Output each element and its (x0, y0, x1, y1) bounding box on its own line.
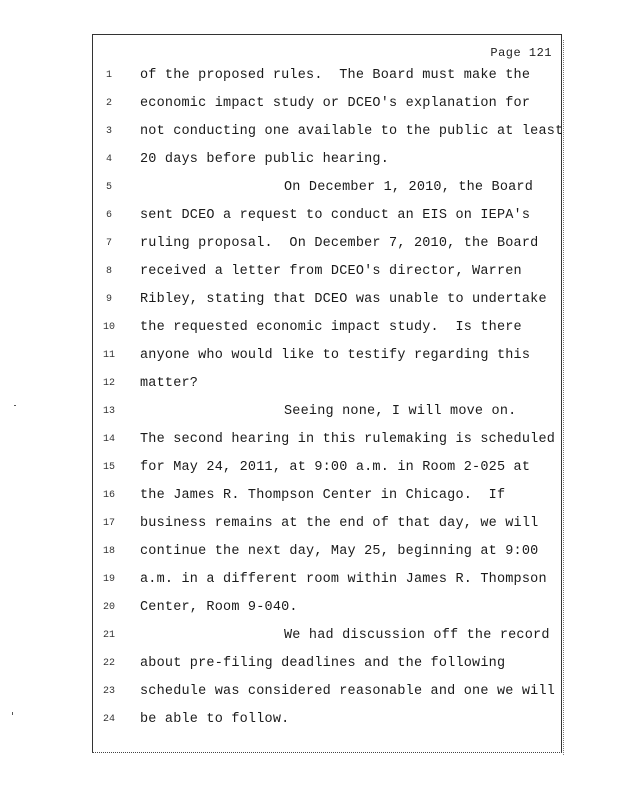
line-number: 17 (102, 518, 115, 529)
line-number: 2 (105, 98, 112, 109)
page-number: Page 121 (490, 46, 552, 60)
line-number: 20 (102, 602, 115, 613)
transcript-line-text: Ribley, stating that DCEO was unable to undertake (140, 292, 547, 307)
transcript-line-text: continue the next day, May 25, beginning at 9:00 (140, 544, 539, 559)
line-number: 24 (102, 714, 115, 725)
line-number: 9 (105, 294, 112, 305)
transcript-line-text: ruling proposal. On December 7, 2010, the Board (140, 236, 539, 251)
line-number: 10 (102, 322, 115, 333)
line-number: 11 (102, 350, 115, 361)
transcript-line-text: for May 24, 2011, at 9:00 a.m. in Room 2-025 at (140, 460, 531, 475)
transcript-line-text: the James R. Thompson Center in Chicago. If (140, 488, 506, 503)
line-number: 8 (105, 266, 112, 277)
line-number: 16 (102, 490, 115, 501)
line-number: 12 (102, 378, 115, 389)
transcript-line-text: The second hearing in this rulemaking is scheduled (140, 432, 556, 447)
transcript-line-text: of the proposed rules. The Board must make the (140, 68, 531, 83)
line-number: 22 (102, 658, 115, 669)
scan-speck (12, 712, 13, 715)
transcript-line-text: Seeing none, I will move on. (284, 404, 517, 419)
line-number: 1 (105, 70, 112, 81)
line-number: 15 (102, 462, 115, 473)
line-number: 19 (102, 574, 115, 585)
line-number: 3 (105, 126, 112, 137)
transcript-line-text: business remains at the end of that day, we will (140, 516, 539, 531)
transcript-line-text: On December 1, 2010, the Board (284, 180, 534, 195)
line-number: 6 (105, 210, 112, 221)
transcript-line-text: anyone who would like to testify regarding this (140, 348, 531, 363)
transcript-line-text: about pre-filing deadlines and the following (140, 656, 506, 671)
transcript-line-text: not conducting one available to the public at least (140, 124, 564, 139)
page-bottom-rule (92, 752, 562, 753)
line-number: 18 (102, 546, 115, 557)
page-edge-shadow (563, 40, 564, 755)
line-number: 7 (105, 238, 112, 249)
transcript-line-text: a.m. in a different room within James R. Thompson (140, 572, 547, 587)
line-number: 14 (102, 434, 115, 445)
transcript-page-frame (92, 34, 562, 753)
transcript-line-text: sent DCEO a request to conduct an EIS on IEPA's (140, 208, 531, 223)
transcript-line-text: economic impact study or DCEO's explanation for (140, 96, 531, 111)
transcript-line-text: Center, Room 9-040. (140, 600, 298, 615)
line-number: 23 (102, 686, 115, 697)
scan-speck (14, 405, 16, 406)
transcript-line-text: the requested economic impact study. Is there (140, 320, 522, 335)
line-number: 4 (105, 154, 112, 165)
transcript-line-text: be able to follow. (140, 712, 290, 727)
line-number: 13 (102, 406, 115, 417)
transcript-line-text: 20 days before public hearing. (140, 152, 390, 167)
transcript-line-text: matter? (140, 376, 199, 391)
transcript-line-text: received a letter from DCEO's director, Warren (140, 264, 522, 279)
line-number: 5 (105, 182, 112, 193)
transcript-line-text: We had discussion off the record (284, 628, 550, 643)
line-number: 21 (102, 630, 115, 641)
transcript-line-text: schedule was considered reasonable and one we will (140, 684, 556, 699)
